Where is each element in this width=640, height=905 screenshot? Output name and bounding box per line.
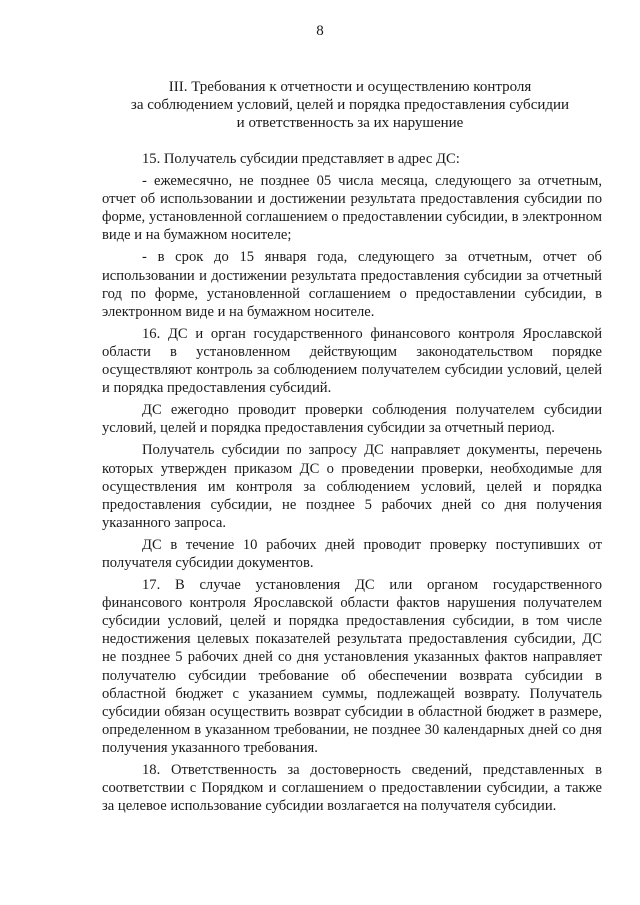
paragraph-16-control: 16. ДС и орган государственного финансового контроля Ярославской области в установленном действующим законодательством порядке осуществляют контроль за соблюдением получателем субсидии условий, целей и порядка предоставления субсидий. xyxy=(102,325,602,397)
section-heading-line-1: III. Требования к отчетности и осуществлению контроля xyxy=(168,79,532,95)
section-heading xyxy=(100,78,600,132)
paragraph-17-violations: 17. В случае установления ДС или органом государственного финансового контроля Ярославской области фактов нарушения получателем субсидии условий, целей и порядка предоставления субсидии, в том числе недостижения целевых показателей результата предоставления субсидии, ДС не позднее 5 рабочих дней со дня установления указанных фактов направляет получателю субсидии требование об обеспечении возврата субсидии в областной бюджет с указанием суммы, подлежащей возврату. Получатель субсидии обязан осуществить возврат субсидии в областной бюджет в размере, определенном в указанном требовании, не позднее 30 календарных дней со дня получения указанного требования. xyxy=(102,577,602,756)
page-number: 8 xyxy=(316,23,324,39)
section-heading-line-2: за соблюдением условий, целей и порядка предоставления субсидии xyxy=(130,97,570,113)
document-body xyxy=(102,150,602,819)
paragraph-15-monthly-report: - ежемесячно, не позднее 05 числа месяца, следующего за отчетным, отчет об использовании и достижении результата предоставления субсидии по форме, установленной соглашением о предоставлении субсидии, в электронном виде и на бумажном носителе; xyxy=(102,173,602,244)
paragraph-16-documents-request: Получатель субсидии по запросу ДС направляет документы, перечень которых утвержден приказом ДС о проведении проверки, необходимые для осуществления им контроля за соблюдением условий, целей и порядка предоставления субсидии, не позднее 5 рабочих дней со дня получения указанного запроса. xyxy=(102,442,602,531)
paragraph-16-documents-check: ДС в течение 10 рабочих дней проводит проверку поступивших от получателя субсидии документов. xyxy=(102,536,602,571)
paragraph-16-annual-checks: ДС ежегодно проводит проверки соблюдения получателем субсидии условий, целей и порядка предоставления субсидии за отчетный период. xyxy=(102,402,602,437)
paragraph-15-intro: 15. Получатель субсидии представляет в адрес ДС: xyxy=(142,151,460,167)
section-heading-line-3: и ответственность за их нарушение xyxy=(236,115,464,131)
paragraph-18-responsibility: 18. Ответственность за достоверность сведений, представленных в соответствии с Порядком и соглашением о предоставлении субсидии, а также за целевое использование субсидии возлагается на получателя субсидии. xyxy=(102,762,602,815)
paragraph-15-annual-report: - в срок до 15 января года, следующего за отчетным, отчет об использовании и достижении результата предоставления субсидии за отчетный год по форме, установленной соглашением о предоставлении субсидии, в электронном виде и на бумажном носителе. xyxy=(102,249,602,320)
